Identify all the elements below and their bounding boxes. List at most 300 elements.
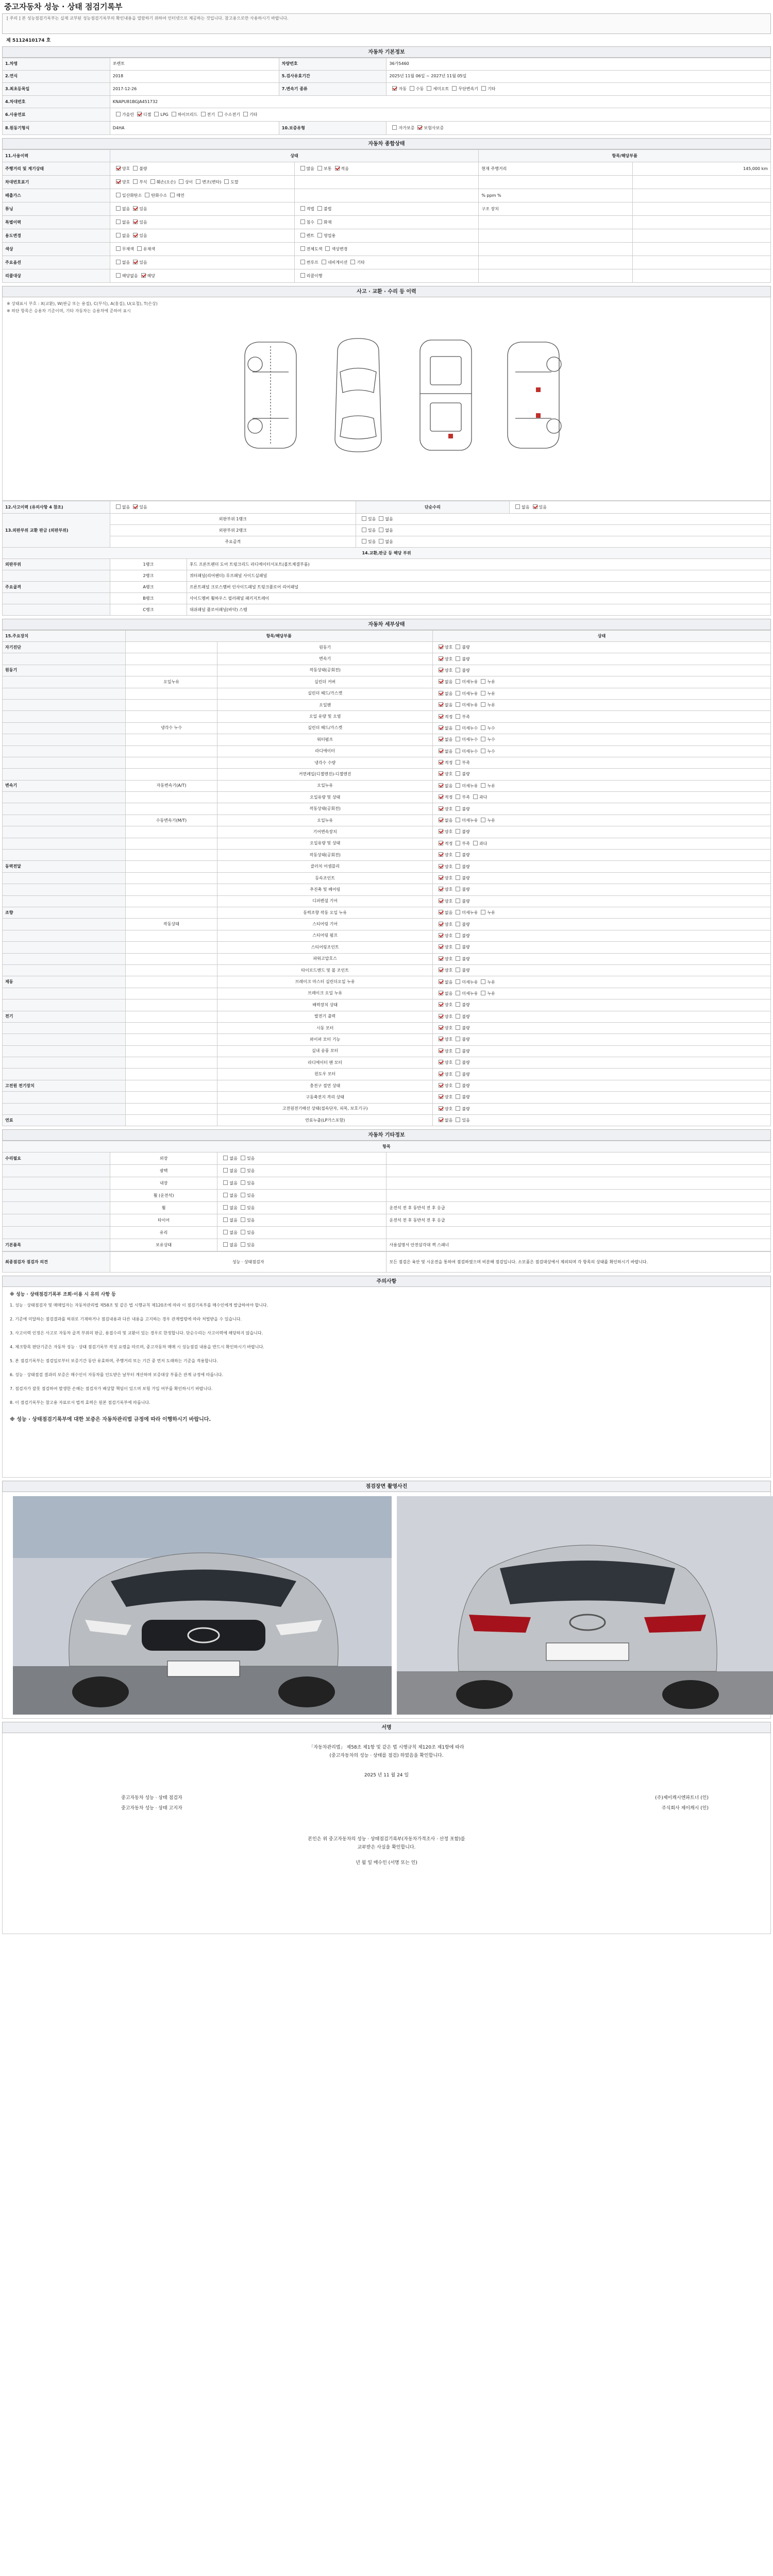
opinion-row [3, 1252, 771, 1273]
accident-options [110, 501, 356, 514]
overall-state-b [294, 202, 479, 216]
detail-row [3, 1103, 771, 1114]
detail-state [432, 907, 770, 918]
checkbox-icon [456, 771, 460, 776]
overall-state-a [110, 202, 294, 216]
checkbox-icon [456, 1106, 460, 1111]
parts-list: 후드 프론트펜더 도어 트렁크리드 라디에이터서포트(볼트체결부품) [187, 559, 770, 570]
checkbox-label: 불량 [462, 956, 470, 961]
checkbox-option [238, 1242, 255, 1248]
detail-group [3, 988, 126, 999]
checkbox-label: 탄화수소 [151, 193, 167, 198]
overall-label: 주요옵션 [3, 256, 110, 269]
checkbox-option [435, 806, 452, 812]
detail-group [3, 1103, 126, 1114]
caution-item: 1. 성능 · 상태점검자 및 매매업자는 자동차관리법 제58조 및 같은 법 시행규칙 제120조에 따라 이 점검기록부를 매수인에게 발급하여야 합니다. [10, 1303, 268, 1308]
checkbox-label: 누수 [487, 725, 495, 731]
label-inspection-valid: 5.검사유효기간 [279, 70, 386, 82]
checkbox-option [435, 1117, 452, 1123]
parts-list: 대쉬패널 플로어패널(바닥) 스템 [187, 604, 770, 616]
label-warranty: 10.보증유형 [279, 122, 386, 135]
checkbox-label: 있음 [539, 505, 547, 510]
detail-row [3, 803, 771, 815]
checkbox-icon [196, 179, 200, 184]
detail-group [3, 792, 126, 803]
detail-subgroup [125, 964, 217, 976]
checkbox-option [113, 273, 138, 279]
detail-subgroup [125, 803, 217, 815]
overall-row [3, 202, 771, 216]
car-right-side-icon [508, 342, 561, 448]
checkbox-icon [439, 944, 443, 949]
other-group [3, 1190, 110, 1202]
checkbox-icon [172, 112, 176, 116]
checkbox-option [435, 749, 452, 754]
checkbox-option [478, 818, 495, 823]
detail-row [3, 1045, 771, 1057]
checkbox-icon [439, 1106, 443, 1111]
detail-item: 발전기 출력 [217, 1011, 432, 1022]
checkbox-label: 일산화탄소 [122, 193, 142, 198]
checkbox-icon [456, 749, 460, 753]
checkbox-icon [439, 771, 443, 776]
other-item: 보유상태 [110, 1239, 217, 1251]
parts-list: 쿼터패널(리어펜더) 루프패널 사이드실패널 [187, 570, 770, 582]
detail-subgroup [125, 653, 217, 665]
detail-item: 라디에이터 [217, 745, 432, 757]
overall-state-a [110, 189, 294, 202]
checkbox-icon [224, 179, 229, 184]
checkbox-icon [456, 1117, 460, 1122]
replaced-parts-row [3, 559, 771, 570]
detail-state [432, 1103, 770, 1114]
checkbox-option [452, 1072, 469, 1077]
checkbox-label: 양호 [444, 956, 453, 961]
checkbox-option [297, 219, 314, 225]
checkbox-label: 불량 [462, 933, 470, 938]
section-photos: 점검장면 촬영사진 [2, 1481, 771, 1492]
overall-item: 현재 주행거리 [479, 162, 632, 176]
checkbox-option [435, 829, 452, 835]
other-group: 기본품목 [3, 1239, 110, 1251]
checkbox-icon [456, 818, 460, 822]
structure-options: 있음 없음 [356, 536, 770, 548]
checkbox-icon [473, 841, 478, 845]
checkbox-label: 부족 [462, 714, 470, 719]
checkbox-label: 렌트 [306, 233, 315, 238]
detail-state [432, 757, 770, 768]
checkbox-icon [456, 806, 460, 811]
detail-subgroup [125, 665, 217, 676]
detail-row [3, 1057, 771, 1069]
overall-value [632, 189, 770, 202]
checkbox-option [113, 233, 130, 239]
checkbox-option [478, 737, 495, 742]
checkbox-option [220, 1217, 237, 1223]
detail-group [3, 757, 126, 768]
detail-header-device: 15.주요장치 [3, 631, 126, 642]
other-row [3, 1214, 771, 1227]
checkbox-icon [456, 979, 460, 984]
detail-state [432, 642, 770, 653]
detail-subgroup: 수동변속기(M/T) [125, 815, 217, 826]
checkbox-label: 없음 [229, 1168, 238, 1174]
checkbox-label: 과다 [479, 841, 488, 846]
detail-state [432, 1022, 770, 1033]
checkbox-option [452, 910, 478, 916]
checkbox-option [452, 656, 469, 662]
checkbox-label: 상이 [184, 180, 193, 184]
checkbox-icon [116, 112, 121, 116]
checkbox-label: 있음 [246, 1193, 255, 1198]
checkbox-icon [116, 179, 121, 184]
checkbox-label: 전기 [207, 112, 215, 117]
checkbox-option [435, 725, 452, 731]
section-overall: 자동차 종합상태 [2, 138, 771, 149]
detail-row [3, 1011, 771, 1022]
checkbox-icon [439, 1072, 443, 1076]
checkbox-label: 없음 [122, 220, 130, 225]
checkbox-label: 불량 [462, 1106, 470, 1111]
simple-repair-options [510, 501, 771, 514]
basic-row-reg [3, 82, 771, 96]
basic-row-engine [3, 122, 771, 135]
other-row [3, 1165, 771, 1177]
detail-item: 실내 송풍 모터 [217, 1045, 432, 1057]
checkbox-label: 없음 [444, 783, 453, 788]
detail-group [3, 884, 126, 895]
other-row [3, 1202, 771, 1214]
sign-notifier-name: 주식회사 제이캐시 (인) [662, 1806, 709, 1811]
checkbox-label: 불량 [462, 656, 470, 662]
overall-label: 주행거리 및 계기상태 [3, 162, 110, 176]
other-extra [386, 1190, 771, 1202]
detail-state [432, 676, 770, 688]
checkbox-label: 양호 [122, 166, 130, 171]
detail-item: 스티어링 기어 [217, 919, 432, 930]
overall-label: 튜닝 [3, 202, 110, 216]
checkbox-icon [439, 875, 443, 880]
detail-state [432, 688, 770, 699]
signature-area [2, 1733, 771, 1934]
checkbox-option [435, 1083, 452, 1089]
detail-row [3, 919, 771, 930]
basic-row-fuel [3, 108, 771, 122]
checkbox-option [238, 1168, 255, 1174]
checkbox-icon [456, 760, 460, 765]
checkbox-label: 양호 [444, 968, 453, 973]
checkbox-label: 없음 [444, 910, 453, 916]
checkbox-label: 불량 [462, 1083, 470, 1089]
detail-row [3, 907, 771, 918]
checkbox-label: 있음 [246, 1243, 255, 1248]
other-state [217, 1153, 386, 1165]
checkbox-label: 무채색 [122, 247, 134, 251]
other-group [3, 1227, 110, 1239]
checkbox-option [130, 179, 147, 185]
doc-no-label: 제 [6, 38, 11, 43]
caution-title: ※ 성능 · 상태점검기록부 조회·이용 시 유의 사항 등 [10, 1292, 116, 1298]
checkbox-option [113, 219, 130, 225]
checkbox-label: 있음 [246, 1168, 255, 1174]
checkbox-option [452, 979, 478, 985]
checkbox-icon [223, 1193, 228, 1197]
other-group [3, 1177, 110, 1190]
detail-state [432, 999, 770, 1011]
checkbox-option [452, 829, 469, 835]
checkbox-label: 유채색 [143, 247, 156, 251]
value-vin: KNAPU81BGJA451732 [110, 96, 770, 108]
parts-rank: A랭크 [110, 582, 187, 593]
detail-group: 원동기 [3, 665, 126, 676]
exterior-rank1-row [3, 514, 771, 525]
label-simple-repair: 단순수리 [356, 501, 509, 514]
other-state [217, 1227, 386, 1239]
checkbox-icon [456, 887, 460, 891]
detail-item: 타이로드엔드 및 볼 조인트 [217, 964, 432, 976]
checkbox-label: 불량 [462, 1060, 470, 1065]
checkbox-option [478, 749, 495, 754]
detail-item: 작동상태(공회전) [217, 803, 432, 815]
checkbox-label: 보통 [324, 166, 332, 171]
checkbox-label: 기타 [249, 112, 258, 117]
checkbox-icon [241, 1217, 245, 1222]
checkbox-option [220, 1205, 237, 1211]
checkbox-option [322, 246, 347, 252]
detail-subgroup [125, 757, 217, 768]
checkbox-label: 해당없음 [122, 274, 138, 278]
checkbox-option [435, 991, 452, 996]
checkbox-option [452, 1094, 469, 1100]
checkbox-label: 양호 [444, 1026, 453, 1031]
checkbox-icon [439, 783, 443, 788]
checkbox-label: 도말 [230, 180, 239, 184]
checkbox-icon [456, 1014, 460, 1019]
checkbox-label: 불량 [462, 806, 470, 811]
checkbox-icon [439, 829, 443, 834]
checkbox-icon [439, 991, 443, 995]
checkbox-option [297, 273, 323, 279]
checkbox-option [147, 179, 176, 185]
checkbox-label: 적법 [306, 207, 315, 211]
detail-state [432, 1115, 770, 1126]
checkbox-icon [439, 956, 443, 961]
detail-item: 와이퍼 모터 기능 [217, 1034, 432, 1045]
checkbox-option [113, 179, 130, 185]
checkbox-option [478, 679, 495, 685]
checkbox-option [297, 166, 314, 172]
checkbox-icon [241, 1180, 245, 1185]
checkbox-label: 불량 [462, 1048, 470, 1054]
section-sign: 서명 [2, 1722, 771, 1733]
detail-group [3, 1045, 126, 1057]
checkbox-option [435, 875, 452, 881]
checkbox-icon [439, 760, 443, 765]
detail-subgroup [125, 884, 217, 895]
label-vin: 4.차대번호 [3, 96, 110, 108]
checkbox-icon [439, 806, 443, 811]
overall-item [479, 216, 632, 229]
checkbox-option [435, 702, 452, 708]
label-exterior-swap: 13.외판부위 교환 판금 (외판부위) [3, 514, 110, 548]
detail-row [3, 792, 771, 803]
checkbox-label: 양호 [444, 899, 453, 904]
detail-subgroup [125, 1080, 217, 1091]
other-group: 수리필요 [3, 1153, 110, 1165]
sign-line-4: 교부받은 사실을 확인합니다. [357, 1845, 416, 1851]
checkbox-icon [439, 737, 443, 741]
detail-state [432, 745, 770, 757]
overall-state-b [294, 189, 479, 202]
checkbox-option [452, 645, 469, 650]
checkbox-icon [439, 1048, 443, 1053]
detail-row [3, 1022, 771, 1033]
detail-row [3, 861, 771, 872]
parts-rank: 1랭크 [110, 559, 187, 570]
checkbox-icon [427, 86, 431, 91]
notice-box: [ 주의 ] 본 성능점검기록부는 실제 교부된 성능점검기록부의 확인내용을 열람하기 위하여 인터넷으로 제공하는 것입니다. 참고용으로만 사용하시기 바랍니다. [2, 13, 771, 34]
checkbox-label: 없음 [444, 680, 453, 685]
checkbox-label: 누유 [487, 818, 495, 823]
detail-state [432, 953, 770, 964]
other-state [217, 1202, 386, 1214]
checkbox-label: 보험사보증 [424, 126, 444, 131]
checkbox-option [113, 260, 130, 265]
checkbox-label: 화재 [324, 220, 332, 225]
checkbox-option [452, 679, 478, 685]
checkbox-icon [456, 714, 460, 719]
checkbox-option [452, 783, 478, 789]
checkbox-icon [439, 1094, 443, 1099]
opinion-text: 모든 점검은 육안 및 시운전을 통하여 점검하였으며 비분해 점검입니다. 소모품은 점검대상에서 제외되며 각 항목의 상태를 확인하시기 바랍니다. [386, 1252, 771, 1273]
detail-state [432, 1045, 770, 1057]
checkbox-option [452, 1014, 469, 1020]
checkbox-label: 없음 [122, 233, 130, 238]
checkbox-label: 없음 [122, 260, 130, 265]
checkbox-option [478, 783, 495, 789]
detail-group [3, 653, 126, 665]
other-row [3, 1190, 771, 1202]
caution-item: 3. 사고이력 인정은 사고로 자동차 골격 부위의 판금, 용접수리 및 교환이 있는 경우로 한정합니다. 단순수리는 사고이력에 해당하지 않습니다. [10, 1331, 263, 1336]
overall-state-a [110, 256, 294, 269]
detail-subgroup [125, 942, 217, 953]
checkbox-option [435, 899, 452, 904]
detail-row [3, 838, 771, 849]
overall-item: % ppm % [479, 189, 632, 202]
checkbox-label: 없음 [444, 749, 453, 754]
checkbox-option [435, 979, 452, 985]
section-accident: 사고 · 교환 · 수리 등 이력 [2, 286, 771, 297]
checkbox-label: 자가보증 [398, 126, 415, 131]
overall-table [2, 149, 771, 283]
checkbox-icon [481, 86, 486, 91]
checkbox-option [435, 691, 452, 697]
doc-no-value: 5112410174 [12, 38, 45, 43]
detail-item: 냉각수 수량 [217, 757, 432, 768]
other-extra: 운전석 전 후 동반석 전 후 응급 [386, 1214, 771, 1227]
sign-line-1: 「자동차관리법」 제58조 제1항 및 같은 법 시행규칙 제120조 제1항에 따라 [309, 1745, 464, 1751]
checkbox-icon [456, 841, 460, 845]
label-rank1: 외판부위 1랭크 [110, 514, 356, 525]
detail-item: 라디에이터 팬 모터 [217, 1057, 432, 1069]
other-item: 외장 [110, 1153, 217, 1165]
checkbox-icon [439, 899, 443, 903]
label-opinion: 최종점검자 점검자 의견 [3, 1252, 110, 1273]
checkbox-label: 자동 [398, 87, 407, 92]
detail-item: 고전원전기배선 상태(접속단자, 피복, 보호기구) [217, 1103, 432, 1114]
overall-state-a [110, 269, 294, 283]
damage-marks [448, 387, 541, 438]
other-item: 내장 [110, 1177, 217, 1190]
checkbox-icon [439, 852, 443, 857]
overall-value [632, 202, 770, 216]
detail-state [432, 1080, 770, 1091]
checkbox-icon [456, 679, 460, 684]
checkbox-icon [456, 864, 460, 869]
detail-group [3, 1022, 126, 1033]
detail-state [432, 1092, 770, 1103]
checkbox-label: 양호 [444, 876, 453, 880]
checkbox-label: 양호 [444, 945, 453, 950]
checkbox-option [478, 991, 495, 996]
checkbox-icon [456, 1072, 460, 1076]
checkbox-label: 누유 [487, 703, 495, 708]
basic-row-year [3, 70, 771, 82]
checkbox-option [193, 179, 221, 185]
checkbox-option [435, 864, 452, 870]
checkbox-option [478, 979, 495, 985]
checkbox-label: 양호 [444, 1106, 453, 1111]
checkbox-icon [439, 714, 443, 719]
checkbox-label: 있음 [139, 233, 147, 238]
overall-state-b [294, 256, 479, 269]
checkbox-label: 있음 [139, 207, 147, 211]
checkbox-icon [481, 910, 485, 914]
checkbox-option [512, 504, 529, 510]
detail-item: 실린더 헤드/가스켓 [217, 688, 432, 699]
checkbox-icon [116, 233, 121, 238]
checkbox-label: 양호 [444, 933, 453, 938]
detail-item: 실린더 헤드/가스켓 [217, 722, 432, 734]
checkbox-label: 불량 [462, 864, 470, 869]
detail-group [3, 826, 126, 838]
checkbox-option [452, 760, 469, 766]
parts-rank: 2랭크 [110, 570, 187, 582]
checkbox-option [478, 691, 495, 697]
detail-row [3, 942, 771, 953]
checkbox-icon [456, 1037, 460, 1041]
checkbox-icon [133, 166, 138, 171]
checkbox-icon [456, 922, 460, 926]
checkbox-icon [300, 246, 305, 251]
detail-state [432, 1011, 770, 1022]
checkbox-icon [116, 206, 121, 211]
detail-row [3, 1069, 771, 1080]
detail-group [3, 734, 126, 745]
section-detail: 자동차 세부상태 [2, 619, 771, 630]
detail-subgroup [125, 907, 217, 918]
value-first-reg: 2017-12-26 [110, 82, 279, 96]
checkbox-label: 없음 [229, 1218, 238, 1223]
checkbox-icon [223, 1156, 228, 1160]
checkbox-label: 불량 [462, 1072, 470, 1077]
checkbox-icon [439, 1083, 443, 1088]
checkbox-icon [439, 1014, 443, 1019]
checkbox-label: 양호 [444, 668, 453, 673]
checkbox-option [452, 1002, 469, 1008]
checkbox-label: 훼손(오손) [156, 180, 176, 184]
detail-row [3, 884, 771, 895]
